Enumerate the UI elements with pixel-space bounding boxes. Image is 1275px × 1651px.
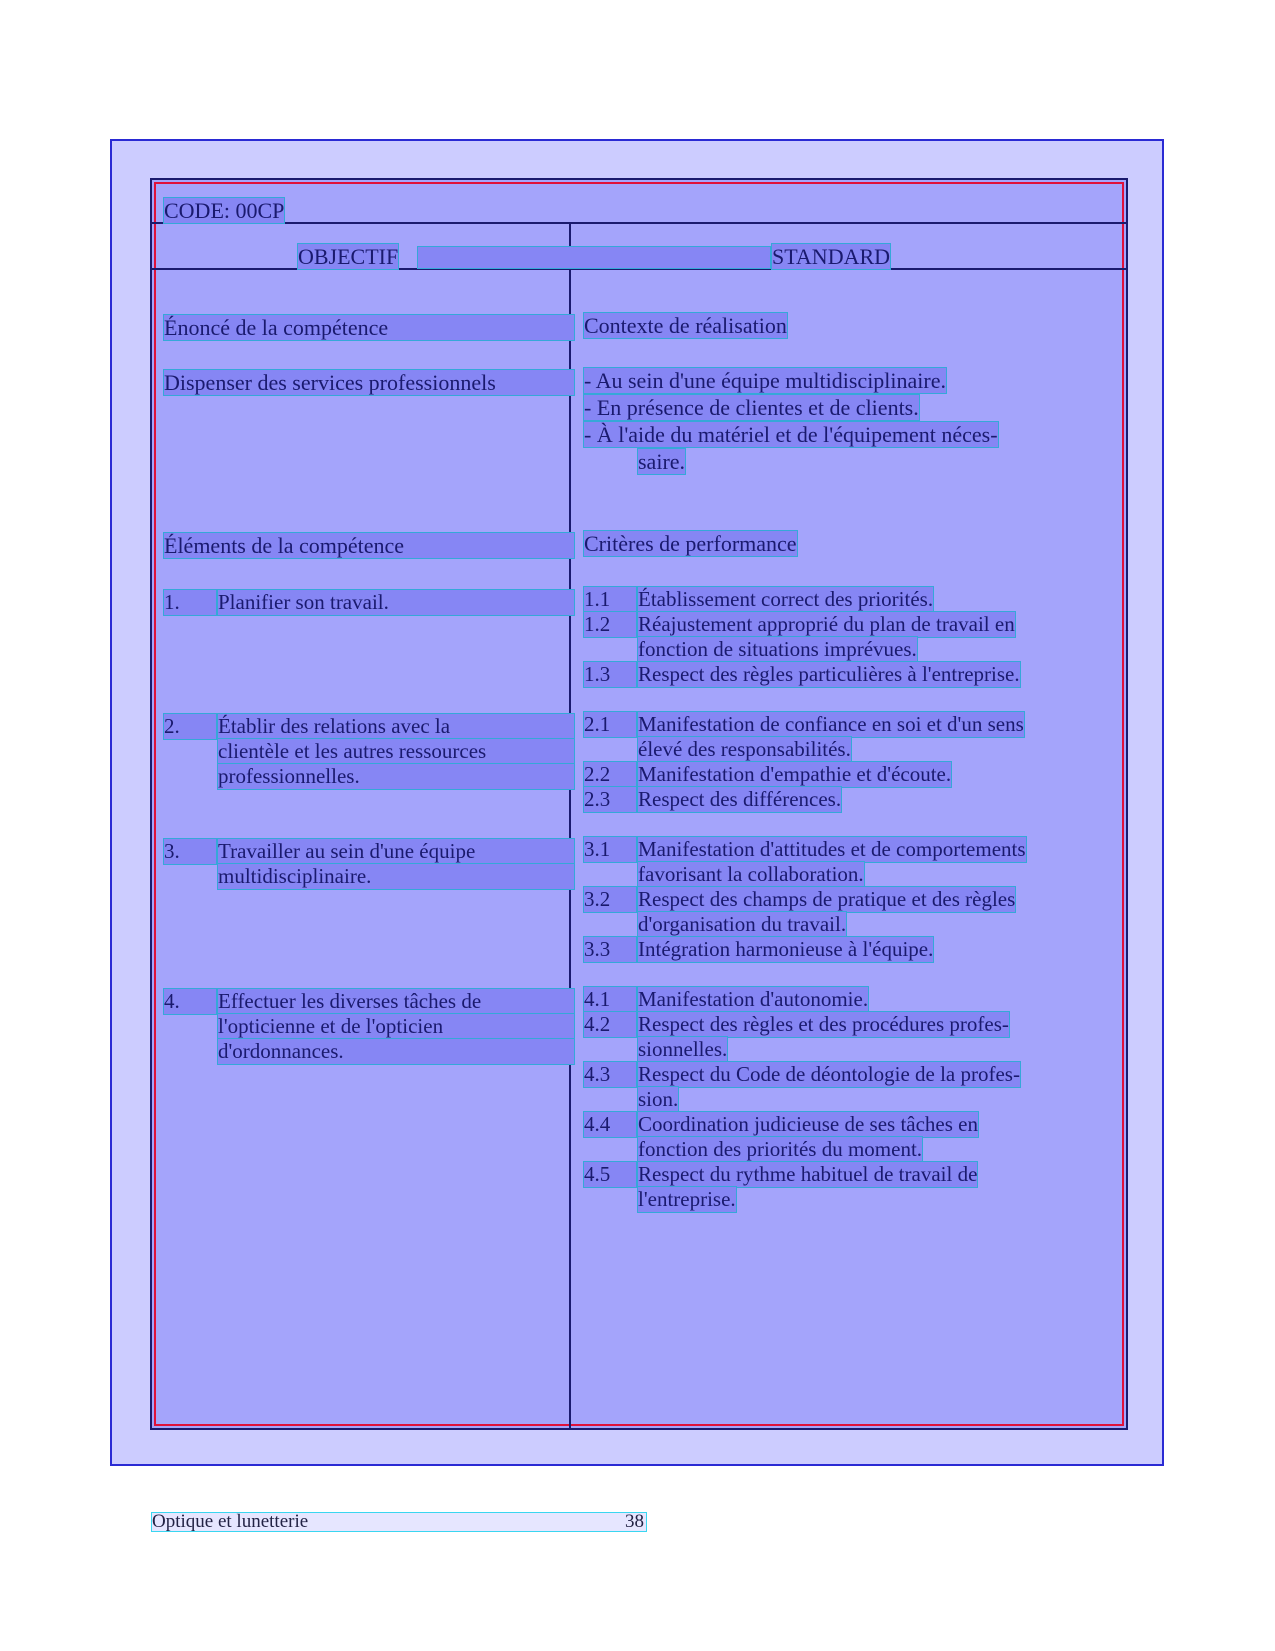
criterion-text: fonction des priorités du moment. [638, 1137, 923, 1161]
enonce-title: Énoncé de la compétence [164, 315, 574, 340]
criteres-title: Critères de performance [584, 531, 797, 556]
criterion-text: fonction de situations imprévues. [638, 637, 917, 661]
element-text: Planifier son travail. [218, 590, 574, 615]
criterion-text: Manifestation d'autonomie. [638, 987, 869, 1011]
page-number: 38 [625, 1511, 644, 1532]
contexte-line: - En présence de clientes et de clients. [584, 395, 919, 420]
contexte-line: saire. [638, 449, 686, 474]
criterion-number: 2.1 [584, 712, 636, 737]
criterion-text: Manifestation d'attitudes et de comportements [638, 837, 1026, 861]
element-number: 3. [164, 839, 216, 864]
criterion-number: 4.3 [584, 1062, 636, 1087]
element-text: Travailler au sein d'une équipe [218, 839, 574, 864]
criterion-text: Coordination judicieuse de ses tâches en [638, 1112, 978, 1136]
element-number: 2. [164, 714, 216, 739]
criterion-number: 1.3 [584, 662, 636, 687]
criterion-number: 4.5 [584, 1162, 636, 1187]
element-text: multidisciplinaire. [218, 864, 574, 889]
criterion-text: Respect des règles particulières à l'entreprise. [638, 662, 1020, 686]
criterion-number: 3.3 [584, 937, 636, 962]
footer-title: Optique et lunetterie [152, 1511, 309, 1532]
contexte-line: - À l'aide du matériel et de l'équipement néces- [584, 422, 998, 447]
criterion-text: favorisant la collaboration. [638, 862, 864, 886]
criterion-text: Respect du Code de déontologie de la profes- [638, 1062, 1020, 1086]
criterion-number: 4.1 [584, 987, 636, 1012]
element-text: l'opticienne et de l'opticien [218, 1014, 574, 1039]
criterion-number: 2.2 [584, 762, 636, 787]
criterion-text: Manifestation d'empathie et d'écoute. [638, 762, 952, 786]
criterion-text: Respect des différences. [638, 787, 842, 811]
criterion-text: Réajustement approprié du plan de travail en [638, 612, 1015, 636]
criterion-text: Respect des règles et des procédures profes- [638, 1012, 1009, 1036]
element-number: 4. [164, 989, 216, 1014]
element-text: professionnelles. [218, 764, 574, 789]
criterion-number: 4.2 [584, 1012, 636, 1037]
contexte-title: Contexte de réalisation [584, 313, 787, 338]
criterion-text: l'entreprise. [638, 1187, 736, 1211]
criterion-text: Manifestation de confiance en soi et d'un sens [638, 712, 1024, 736]
standard-header: STANDARD [772, 244, 891, 269]
code-label: CODE: 00CP [164, 198, 285, 223]
criterion-number: 1.1 [584, 587, 636, 612]
header-divider-top [152, 222, 1126, 224]
criterion-number: 4.4 [584, 1112, 636, 1137]
page-footer [151, 1512, 647, 1532]
criterion-number: 3.1 [584, 837, 636, 862]
criterion-number: 3.2 [584, 887, 636, 912]
criterion-text: élevé des responsabilités. [638, 737, 851, 761]
criterion-text: Établissement correct des priorités. [638, 587, 934, 611]
header-underline-band [418, 247, 770, 268]
element-text: d'ordonnances. [218, 1039, 574, 1064]
element-text: Établir des relations avec la [218, 714, 574, 739]
criterion-text: Intégration harmonieuse à l'équipe. [638, 937, 934, 961]
criterion-text: Respect des champs de pratique et des règles [638, 887, 1016, 911]
contexte-line: - Au sein d'une équipe multidisciplinaire. [584, 368, 947, 393]
enonce-text: Dispenser des services professionnels [164, 370, 574, 395]
column-divider [569, 222, 571, 1428]
criterion-number: 1.2 [584, 612, 636, 637]
criterion-text: sion. [638, 1087, 679, 1111]
criterion-text: d'organisation du travail. [638, 912, 847, 936]
elements-title: Éléments de la compétence [164, 533, 574, 558]
criterion-text: sionnelles. [638, 1037, 728, 1061]
element-text: Effectuer les diverses tâches de [218, 989, 574, 1014]
element-number: 1. [164, 590, 216, 615]
criterion-text: Respect du rythme habituel de travail de [638, 1162, 978, 1186]
objectif-header: OBJECTIF [298, 244, 399, 269]
element-text: clientèle et les autres ressources [218, 739, 574, 764]
criterion-number: 2.3 [584, 787, 636, 812]
